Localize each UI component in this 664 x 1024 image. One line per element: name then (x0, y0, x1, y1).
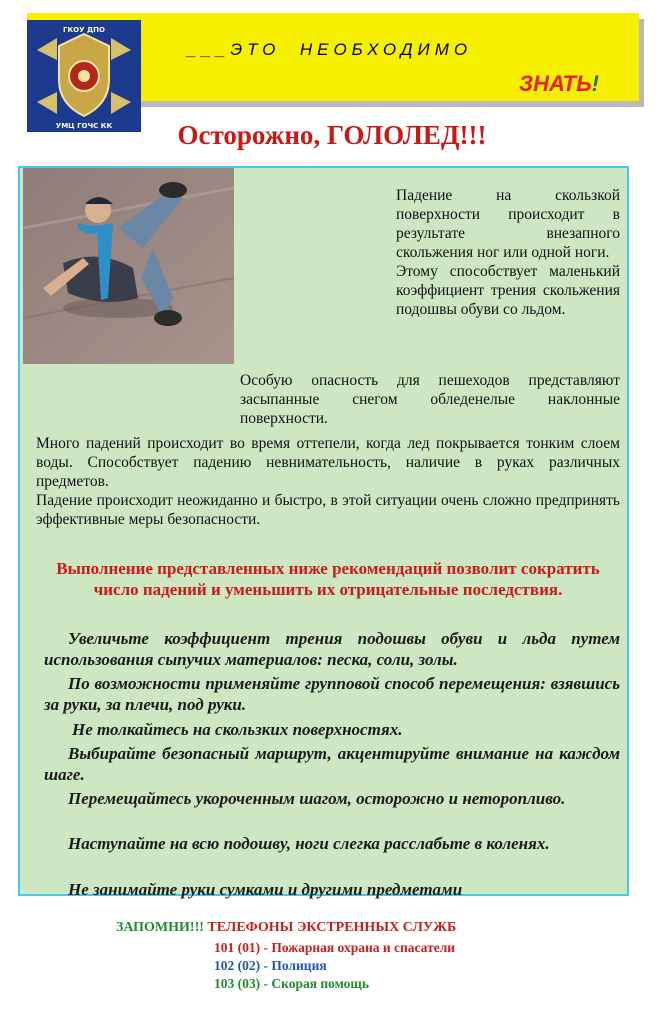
logo-bottom-text: УМЦ ГОЧС КК (55, 122, 113, 130)
emblem-icon (27, 20, 141, 132)
logo-top-text: ГКОУ ДПО (62, 26, 106, 34)
phone-police: 102 (02) - Полиция (214, 958, 327, 973)
text-p1a: Падение на скользкой поверхности происходит в результате внезапного скольжения ног или одной ноги. (396, 187, 620, 261)
warning-text: Выполнение представленных ниже рекомендаций позволит сократить число падений и уменьшить их отрицательные последствия. (56, 559, 600, 599)
recommendation-item: Перемещайтесь укороченным шагом, осторожно и неторопливо. (68, 789, 566, 808)
text-p3 (36, 434, 620, 529)
recommendation-item: Наступайте на всю подошву, ноги слегка расслабьте в коленях. (68, 834, 550, 853)
footer-heading (116, 920, 456, 936)
text-p2: Особую опасность для пешеходов представляют засыпанные снегом обледенелые наклонные поверхности. (240, 372, 620, 427)
page-title: Осторожно, ГОЛОЛЕД!!! (177, 120, 487, 150)
text-p1b: Этому способствует маленький коэффициент трения скольжения подошвы обуви со льдом. (396, 263, 620, 318)
text-p4: Падение происходит неожиданно и быстро, в этой ситуации очень сложно предпринять эффективные меры безопасности. (36, 492, 620, 528)
recommendation-item: Не занимайте руки сумками и другими предметами (68, 880, 463, 899)
recommendation-item: По возможности применяйте групповой способ перемещения: взявшись за руки, за плечи, под руки. (44, 674, 620, 714)
banner-heading: ___ЭТО НЕОБХОДИМО (187, 40, 473, 59)
content-panel (18, 166, 629, 899)
recommendation-item: Не толкайтесь на скользких поверхностях. (72, 720, 403, 739)
emblem-logo (27, 20, 141, 132)
text-p1 (396, 186, 620, 319)
banner-znat-exclaim: ! (591, 71, 599, 96)
banner-znat (519, 71, 599, 97)
text-p3a: Много падений происходит во время оттепели, когда лед покрывается тонким слоем воды. Способствует падению невнимательность, наличие в руках различных предметов. (36, 435, 620, 490)
phone-ambulance: 103 (03) - Скорая помощь (214, 976, 369, 991)
footer-phones-title: ТЕЛЕФОНЫ ЭКСТРЕННЫХ СЛУЖБ (207, 920, 457, 935)
recommendation-item: Увеличьте коэффициент трения подошвы обуви и льда путем использования сыпучих материалов: песка, соли, золы. (44, 629, 620, 669)
phone-fire: 101 (01) - Пожарная охрана и спасатели (214, 940, 456, 955)
footer-remember: ЗАПОМНИ!!! (116, 920, 204, 935)
banner-znat-word: ЗНАТЬ (518, 71, 592, 96)
fall-photo (23, 168, 234, 364)
recommendation-item: Выбирайте безопасный маршрут, акцентируйте внимание на каждом шаге. (44, 744, 620, 784)
